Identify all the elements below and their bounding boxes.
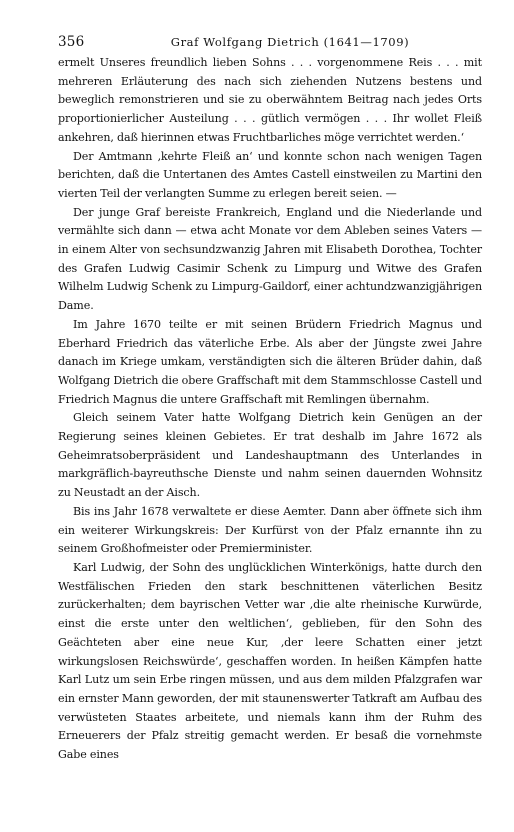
body-text	[58, 54, 482, 765]
paragraph: Gleich seinem Vater hatte Wolfgang Dietrich kein Genügen an der Regierung seines kleinen Gebietes. Er trat deshalb im Jahre 1672 als Geheimratsoberpräsident und Landeshauptmann des Unterlandes in markgräflich-bayreuthsche Dienste und nahm seinen dauernden Wohnsitz zu Neustadt an der Aisch.	[58, 411, 482, 500]
paragraph: Karl Ludwig, der Sohn des unglücklichen Winterkönigs, hatte durch den Westfälischen Frieden den stark beschnittenen väterlichen Besitz zurückerhalten; dem bayrischen Vetter war ‚die alte rheinische Kurwürde, einst die erste unter den weltlichen‘, geblieben, für den Sohn des Geächteten aber eine neue Kur, ‚der leere Schatten einer jetzt wirkungslosen Reichswürde‘, geschaffen worden. In heißen Kämpfen hatte Karl Lutz um sein Erbe ringen müssen, und aus dem milden Pfalzgrafen war ein ernster Mann geworden, der mit staunenswerter Tatkraft am Aufbau des verwüsteten Staates arbeitete, und niemals kann ihm der Ruhm des Erneuerers der Pfalz streitig gemacht werden. Er besaß die vornehmste Gabe eines	[58, 560, 482, 762]
page-header	[58, 34, 482, 54]
running-title: Graf Wolfgang Dietrich (1641—1709)	[170, 35, 410, 49]
page-number: 356	[58, 34, 85, 50]
book-page	[58, 34, 482, 765]
paragraph: Im Jahre 1670 teilte er mit seinen Brüdern Friedrich Magnus und Eberhard Friedrich das väterliche Erbe. Als aber der Jüngste zwei Jahre danach im Kriege umkam, verständigten sich die älteren Brüder dahin, daß Wolfgang Dietrich die obere Graffschaft mit dem Stammschlosse Castell und Friedrich Magnus die untere Graffschaft mit Remlingen übernahm.	[58, 317, 482, 406]
paragraph: Der Amtmann ‚kehrte Fleiß an‘ und konnte schon nach wenigen Tagen berichten, daß die Untertanen des Amtes Castell einstweilen zu Martini den vierten Teil der verlangten Summe zu erlegen bereit seien. —	[58, 149, 482, 200]
paragraph: Der junge Graf bereiste Frankreich, England und die Niederlande und vermählte sich dann — etwa acht Monate vor dem Ableben seines Vaters — in einem Alter von sechsundzwanzig Jahren mit Elisabeth Dorothea, Tochter des Grafen Ludwig Casimir Schenk zu Limpurg und Witwe des Grafen Wilhelm Ludwig Schenk zu Limpurg-Gaildorf, einer achtundzwanzigjährigen Dame.	[58, 205, 482, 313]
paragraph: Bis ins Jahr 1678 verwaltete er diese Aemter. Dann aber öffnete sich ihm ein weiterer Wirkungskreis: Der Kurfürst von der Pfalz ernannte ihn zu seinem Großhofmeister oder Premierminister.	[58, 504, 482, 556]
paragraph-continued: ermelt Unseres freundlich lieben Sohns . . . vorgenommene Reis . . . mit mehreren Erläuterung des nach sich ziehenden Nutzens bestens und beweglich remonstrieren und sie zu oberwähntem Beitrag nach jedes Orts proportionierlicher Austeilung . . . gütlich vermögen . . . Ihr wollet Fleiß ankehren, daß hierinnen etwas Fruchtbarliches möge verrichtet werden.‘	[58, 56, 482, 144]
